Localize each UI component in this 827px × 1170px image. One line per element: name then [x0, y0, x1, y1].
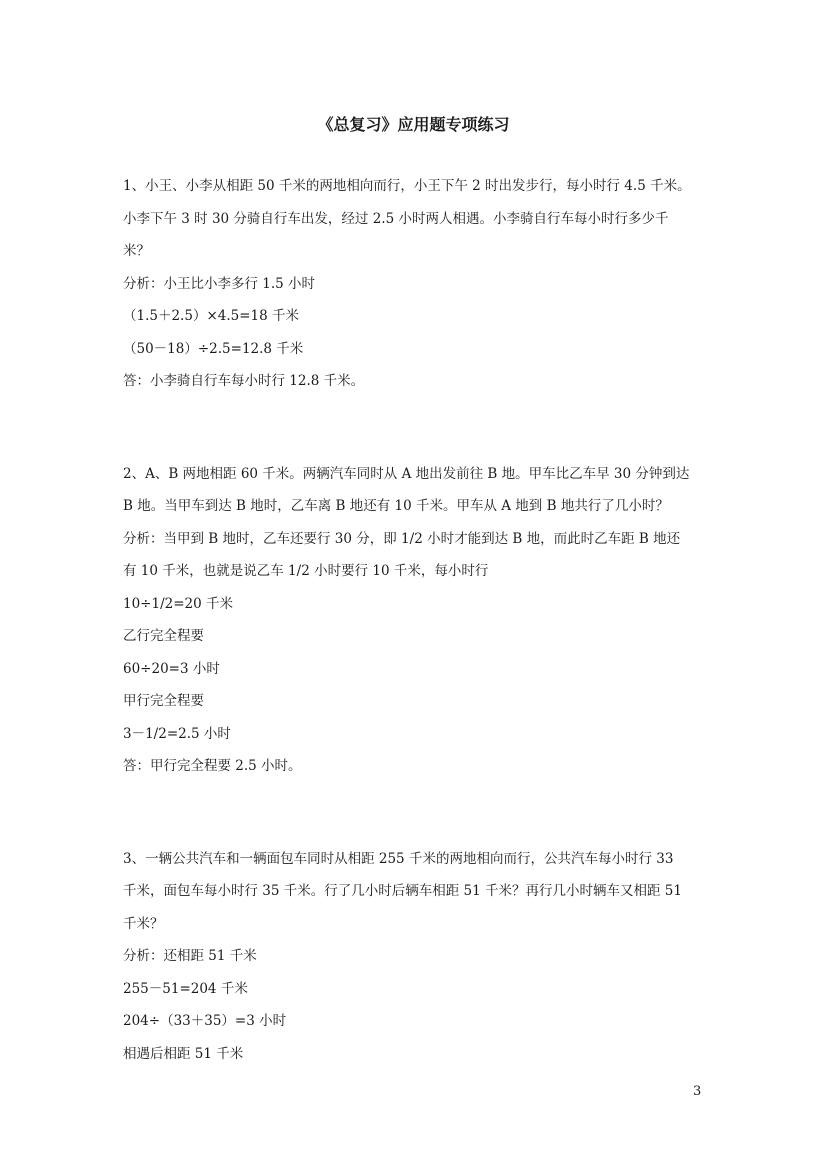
question-line: 3、一辆公共汽车和一辆面包车同时从相距 255 千米的两地相向而行，公共汽车每小时行 33 [123, 850, 674, 867]
answer-line: 答：甲行完全程要 2.5 小时。 [123, 758, 302, 774]
analysis-line: 60÷20=3 小时 [123, 660, 220, 677]
problem-1 [123, 170, 708, 398]
problem-3 [123, 843, 708, 1071]
question-line: 小李下午 3 时 30 分骑自行车出发，经过 2.5 小时两人相遇。小李骑自行车每小时行多少千 [123, 210, 669, 227]
question-line: B 地。当甲车到达 B 地时，乙车离 B 地还有 10 千米。甲车从 A 地到 B 地共行了几小时？ [123, 498, 669, 514]
analysis-line: 255－51=204 千米 [123, 980, 248, 997]
analysis-line: （50－18）÷2.5=12.8 千米 [123, 340, 304, 357]
question-line: 千米，面包车每小时行 35 千米。行了几小时后辆车相距 51 千米？再行几小时辆车又相距 51 [123, 883, 682, 899]
problem-separator [123, 783, 708, 843]
problem-2 [123, 458, 708, 783]
problem-separator [123, 398, 708, 458]
question-line: 千米？ [123, 915, 164, 932]
analysis-line: （1.5＋2.5）×4.5=18 千米 [123, 308, 300, 324]
analysis-line: 10÷1/2=20 千米 [123, 595, 233, 612]
analysis-line: 分析：小王比小李多行 1.5 小时 [123, 275, 316, 292]
analysis-line: 乙行完全程要 [123, 628, 204, 644]
page-number: 3 [693, 1084, 702, 1099]
question-line: 2、A、B 两地相距 60 千米。两辆汽车同时从 A 地出发前往 B 地。甲车比乙车早 30 分钟到达 [123, 465, 690, 482]
analysis-line: 分析：还相距 51 千米 [123, 948, 257, 964]
question-line: 1、小王、小李从相距 50 千米的两地相向而行，小王下午 2 时出发步行，每小时行 4.5 千米。 [123, 178, 691, 194]
analysis-line: 甲行完全程要 [123, 693, 204, 709]
document-body [123, 170, 708, 1070]
question-line: 米？ [123, 243, 150, 259]
analysis-line: 3－1/2=2.5 小时 [123, 725, 231, 742]
analysis-line: 相遇后相距 51 千米 [123, 1045, 244, 1062]
analysis-line: 有 10 千米，也就是说乙车 1/2 小时要行 10 千米，每小时行 [123, 563, 489, 579]
answer-line: 答：小李骑自行车每小时行 12.8 千米。 [123, 373, 365, 389]
analysis-line: 204÷（33＋35）=3 小时 [123, 1013, 287, 1029]
analysis-line: 分析：当甲到 B 地时，乙车还要行 30 分，即 1/2 小时才能到达 B 地，而此时乙车距 B 地还 [123, 530, 681, 547]
page-title: 《总复习》应用题专项练习 [317, 115, 510, 134]
